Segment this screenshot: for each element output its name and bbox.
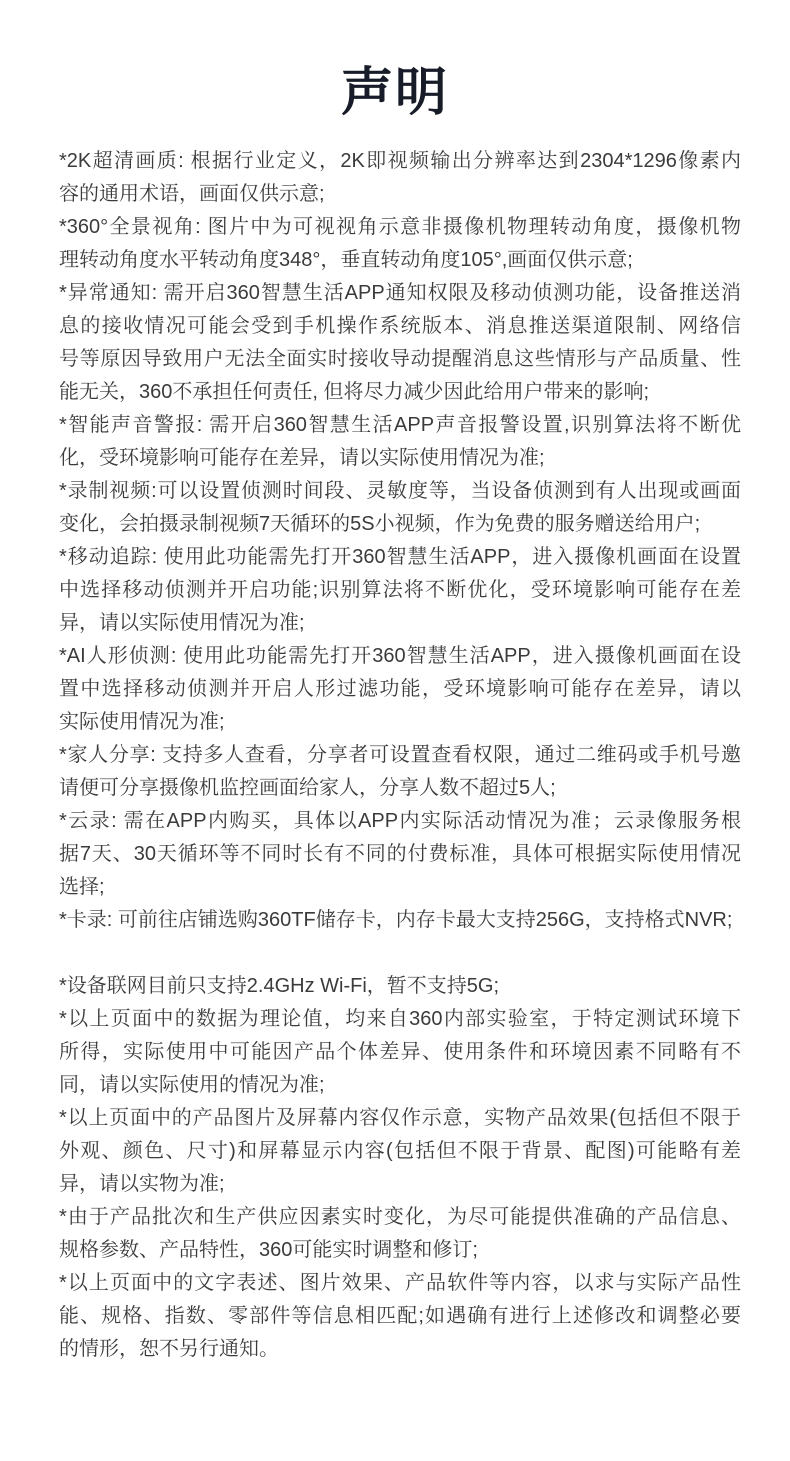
text-line: 理转动角度水平转动角度348°，垂直转动角度105°,画面仅供示意;	[59, 249, 633, 271]
text-line: *录制视频:可以设置侦测时间段、灵敏度等，当设备侦测到有人出现或画面	[59, 480, 741, 502]
text-line: 据7天、30天循环等不同时长有不同的付费标准，具体可根据实际使用情况	[59, 843, 741, 865]
text-line: 息的接收情况可能会受到手机操作系统版本、消息推送渠道限制、网络信	[59, 315, 741, 337]
text-line: 所得，实际使用中可能因产品个体差异、使用条件和环境因素不同略有不	[59, 1041, 741, 1063]
disclaimer-cloud-recording	[59, 805, 741, 904]
text-line: 异，请以实际使用情况为准;	[59, 612, 305, 634]
text-line: 规格参数、产品特性，360可能实时调整和修订;	[59, 1239, 478, 1261]
text-line: *以上页面中的产品图片及屏幕内容仅作示意，实物产品效果(包括但不限于	[59, 1107, 741, 1129]
text-line: 的情形，恕不另行通知。	[59, 1338, 279, 1360]
disclaimer-image-illustration	[59, 1102, 741, 1201]
text-line: *云录: 需在APP内购买，具体以APP内实际活动情况为准；云录像服务根	[59, 810, 741, 832]
disclaimer-spec-changes	[59, 1201, 741, 1267]
disclaimer-sound-alarm	[59, 409, 741, 475]
text-line: 化，受环境影响可能存在差异，请以实际使用情况为准;	[59, 447, 545, 469]
text-line: 号等原因导致用户无法全面实时接收导动提醒消息这些情形与产品质量、性	[59, 348, 741, 370]
text-line: 能无关，360不承担任何责任, 但将尽力减少因此给用户带来的影响;	[59, 381, 650, 403]
disclaimer-content-matching	[59, 1267, 741, 1366]
text-line: 容的通用术语，画面仅供示意;	[59, 183, 325, 205]
text-line: 置中选择移动侦测并开启人形过滤功能，受环境影响可能存在差异，请以	[59, 678, 741, 700]
text-line: *设备联网目前只支持2.4GHz Wi-Fi，暂不支持5G;	[59, 975, 500, 997]
disclaimer-card-recording	[59, 904, 741, 937]
text-line: *智能声音警报: 需开启360智慧生活APP声音报警设置,识别算法将不断优	[59, 414, 741, 436]
text-line: *AI人形侦测: 使用此功能需先打开360智慧生活APP，进入摄像机画面在设	[59, 645, 741, 667]
disclaimer-abnormal-notification	[59, 277, 741, 409]
text-line: 实际使用情况为准;	[59, 711, 225, 733]
text-line: *以上页面中的数据为理论值，均来自360内部实验室，于特定测试环境下	[59, 1008, 741, 1030]
disclaimer-motion-tracking	[59, 541, 741, 640]
text-line: 中选择移动侦测并开启功能;识别算法将不断优化，受环境影响可能存在差	[59, 579, 741, 601]
text-line: *360°全景视角: 图片中为可视视角示意非摄像机物理转动角度，摄像机物	[59, 216, 741, 238]
text-line: 外观、颜色、尺寸)和屏幕显示内容(包括但不限于背景、配图)可能略有差	[59, 1140, 741, 1162]
text-line: *异常通知: 需开启360智慧生活APP通知权限及移动侦测功能，设备推送消	[59, 282, 741, 304]
text-line: *家人分享: 支持多人查看，分享者可设置查看权限，通过二维码或手机号邀	[59, 744, 741, 766]
text-line: *以上页面中的文字表述、图片效果、产品软件等内容，以求与实际产品性	[59, 1272, 741, 1294]
disclaimer-wifi-support	[59, 970, 741, 1003]
text-line: *由于产品批次和生产供应因素实时变化，为尽可能提供准确的产品信息、	[59, 1206, 741, 1228]
text-line: 请便可分享摄像机监控画面给家人，分享人数不超过5人;	[59, 777, 556, 799]
disclaimer-ai-human-detection	[59, 640, 741, 739]
text-line: 变化，会拍摄录制视频7天循环的5S小视频，作为免费的服务赠送给用户;	[59, 513, 701, 535]
disclaimer-family-sharing	[59, 739, 741, 805]
disclaimer-360-view	[59, 211, 741, 277]
disclaimer-body	[59, 145, 741, 1366]
text-line: *移动追踪: 使用此功能需先打开360智慧生活APP，进入摄像机画面在设置	[59, 546, 741, 568]
text-line: 同，请以实际使用的情况为准;	[59, 1074, 325, 1096]
text-line: 能、规格、指数、零部件等信息相匹配;如遇确有进行上述修改和调整必要	[59, 1305, 741, 1327]
text-line: *2K超清画质: 根据行业定义，2K即视频输出分辨率达到2304*1296像素内	[59, 150, 741, 172]
text-line: 选择;	[59, 876, 105, 898]
disclaimer-video-recording	[59, 475, 741, 541]
text-line: 异，请以实物为准;	[59, 1173, 225, 1195]
disclaimer-2k-quality	[59, 145, 741, 211]
text-line: *卡录: 可前往店铺选购360TF储存卡，内存卡最大支持256G，支持格式NVR;	[59, 909, 733, 931]
page-title: 声明	[340, 64, 449, 122]
disclaimer-theoretical-data	[59, 1003, 741, 1102]
